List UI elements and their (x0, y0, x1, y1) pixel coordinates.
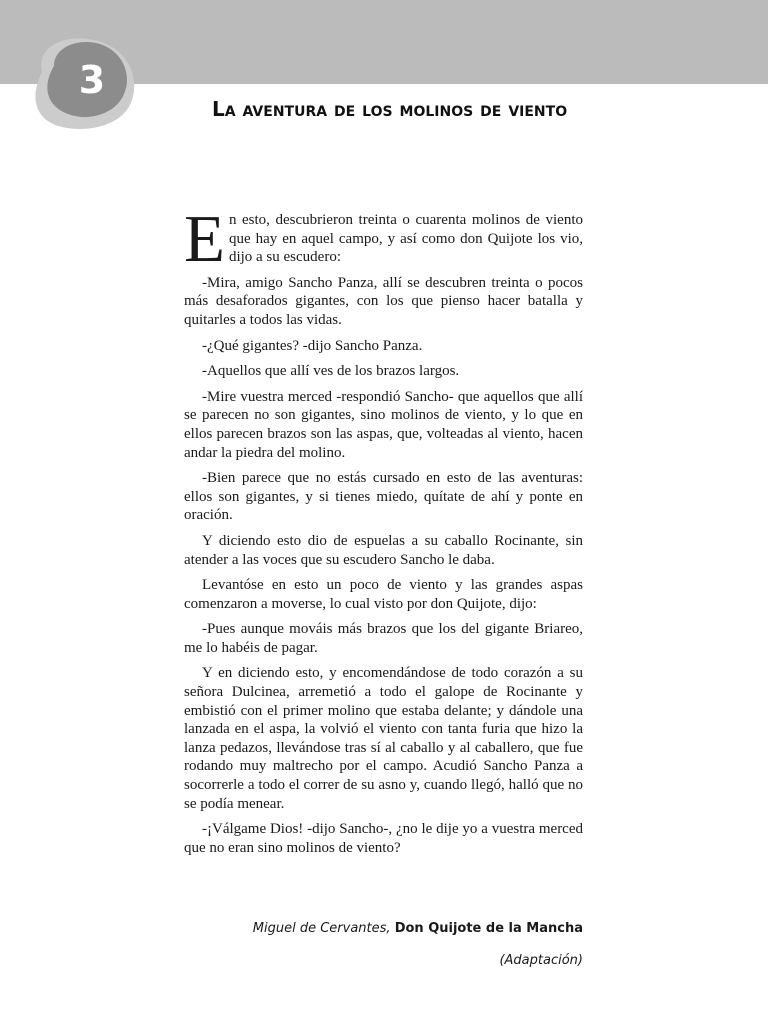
attribution (253, 920, 583, 970)
paragraph: -Pues aunque mováis más brazos que los del gigante Briareo, me lo habéis de pagar. (184, 621, 583, 656)
paragraph: -¡Válgame Dios! -dijo Sancho-, ¿no le dije yo a vuestra merced que no eran sino molinos de viento? (184, 821, 583, 856)
paragraph: -¿Qué gigantes? -dijo Sancho Panza. (202, 337, 423, 354)
drop-cap: E (184, 202, 225, 276)
chapter-badge (28, 36, 138, 132)
paragraph-text: n esto, descubrieron treinta o cuarenta molinos de viento que hay en aquel campo, y así como don Quijote los vio, dijo a su escudero: (228, 212, 583, 266)
paragraph: Y diciendo esto dio de espuelas a su caballo Rocinante, sin atender a las voces que su escudero Sancho le daba. (184, 532, 583, 568)
paragraph: -Mire vuestra merced -respondió Sancho- que aquellos que allí se parecen no son gigantes, sino molinos de viento, y lo que en ellos parecen brazos son las aspas, que, volteadas al viento, hacen andar la piedra del molino. (184, 388, 583, 461)
paragraph: Y en diciendo esto, y encomendándose de todo corazón a su señora Dulcinea, arremetió a todo el galope de Rocinante y embistió con el primer molino que estaba delante; y dándole una lanzada en el aspa, la volvió el viento con tanta furia que hizo la lanza pedazos, llevándose tras sí al caballo y al caballero, que fue rodando muy maltrecho por el campo. Acudió Sancho Panza a socorrerle a todo el correr de su asno y, cuando llegó, halló que no se podía menear. (184, 665, 583, 812)
paragraph: -Aquellos que allí ves de los brazos largos. (202, 363, 460, 380)
paragraph (184, 202, 583, 276)
paragraph: Levantóse en esto un poco de viento y las grandes aspas comenzaron a moverse, lo cual visto por don Quijote, dijo: (184, 577, 583, 612)
adaptation-note: (Adaptación) (499, 953, 583, 968)
author-name: Miguel de Cervantes, (252, 921, 391, 936)
work-title: Don Quijote de la Mancha (394, 921, 583, 936)
chapter-number: 3 (78, 58, 106, 102)
paragraph: -Mira, amigo Sancho Panza, allí se descubren treinta o pocos más desaforados gigantes, con los que pienso hacer batalla y quitarles a todos las vidas. (184, 274, 583, 328)
paragraph: -Bien parece que no estás cursado en esto de las aventuras: ellos son gigantes, y si tienes miedo, quítate de ahí y ponte en oración. (184, 470, 583, 524)
chapter-title: La aventura de los molinos de viento (212, 97, 568, 121)
story-text (184, 202, 583, 864)
